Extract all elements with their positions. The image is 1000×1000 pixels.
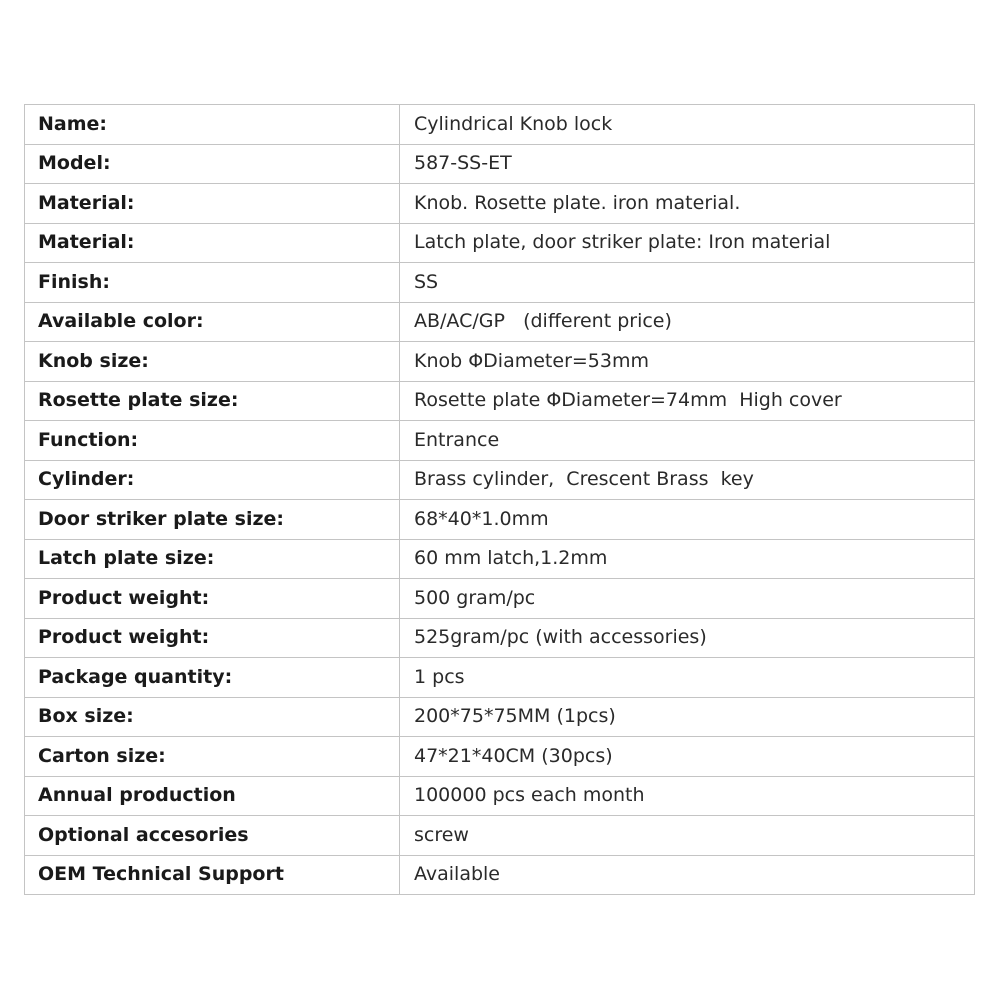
spec-row: [25, 421, 975, 461]
spec-value: Latch plate, door striker plate: Iron material: [400, 223, 975, 263]
spec-row: [25, 500, 975, 540]
spec-value: Cylindrical Knob lock: [400, 105, 975, 145]
spec-label: Available color:: [25, 302, 400, 342]
spec-value: 500 gram/pc: [400, 579, 975, 619]
spec-value: 525gram/pc (with accessories): [400, 618, 975, 658]
spec-label: Material:: [25, 223, 400, 263]
spec-row: [25, 816, 975, 856]
spec-value: Entrance: [400, 421, 975, 461]
spec-row: [25, 539, 975, 579]
spec-value: 200*75*75MM (1pcs): [400, 697, 975, 737]
spec-label: Annual production: [25, 776, 400, 816]
spec-label: Box size:: [25, 697, 400, 737]
spec-label: Material:: [25, 184, 400, 224]
spec-row: [25, 737, 975, 777]
spec-label: Door striker plate size:: [25, 500, 400, 540]
spec-value: Knob. Rosette plate. iron material.: [400, 184, 975, 224]
spec-value: Knob ΦDiameter=53mm: [400, 342, 975, 382]
spec-label: Knob size:: [25, 342, 400, 382]
spec-label: Rosette plate size:: [25, 381, 400, 421]
spec-value: 47*21*40CM (30pcs): [400, 737, 975, 777]
spec-row: [25, 855, 975, 895]
spec-row: [25, 658, 975, 698]
spec-value: Available: [400, 855, 975, 895]
spec-label: Product weight:: [25, 618, 400, 658]
spec-row: [25, 776, 975, 816]
spec-value: 1 pcs: [400, 658, 975, 698]
spec-row: [25, 302, 975, 342]
spec-value: SS: [400, 263, 975, 303]
spec-value: 60 mm latch,1.2mm: [400, 539, 975, 579]
spec-value: Brass cylinder, Crescent Brass key: [400, 460, 975, 500]
product-spec-table: [24, 104, 975, 895]
spec-label: Carton size:: [25, 737, 400, 777]
spec-label: Finish:: [25, 263, 400, 303]
spec-row: [25, 184, 975, 224]
spec-row: [25, 381, 975, 421]
spec-row: [25, 460, 975, 500]
spec-label: Function:: [25, 421, 400, 461]
spec-label: Package quantity:: [25, 658, 400, 698]
spec-row: [25, 697, 975, 737]
spec-row: [25, 144, 975, 184]
spec-value: 68*40*1.0mm: [400, 500, 975, 540]
spec-row: [25, 105, 975, 145]
spec-label: Latch plate size:: [25, 539, 400, 579]
spec-label: Name:: [25, 105, 400, 145]
spec-label: OEM Technical Support: [25, 855, 400, 895]
spec-value: 587-SS-ET: [400, 144, 975, 184]
spec-label: Cylinder:: [25, 460, 400, 500]
spec-row: [25, 618, 975, 658]
spec-label: Model:: [25, 144, 400, 184]
spec-value: 100000 pcs each month: [400, 776, 975, 816]
spec-row: [25, 263, 975, 303]
spec-table-body: [25, 105, 975, 895]
spec-row: [25, 223, 975, 263]
spec-label: Product weight:: [25, 579, 400, 619]
spec-row: [25, 579, 975, 619]
spec-value: Rosette plate ΦDiameter=74mm High cover: [400, 381, 975, 421]
spec-row: [25, 342, 975, 382]
spec-value: screw: [400, 816, 975, 856]
spec-label: Optional accesories: [25, 816, 400, 856]
spec-value: AB/AC/GP (different price): [400, 302, 975, 342]
